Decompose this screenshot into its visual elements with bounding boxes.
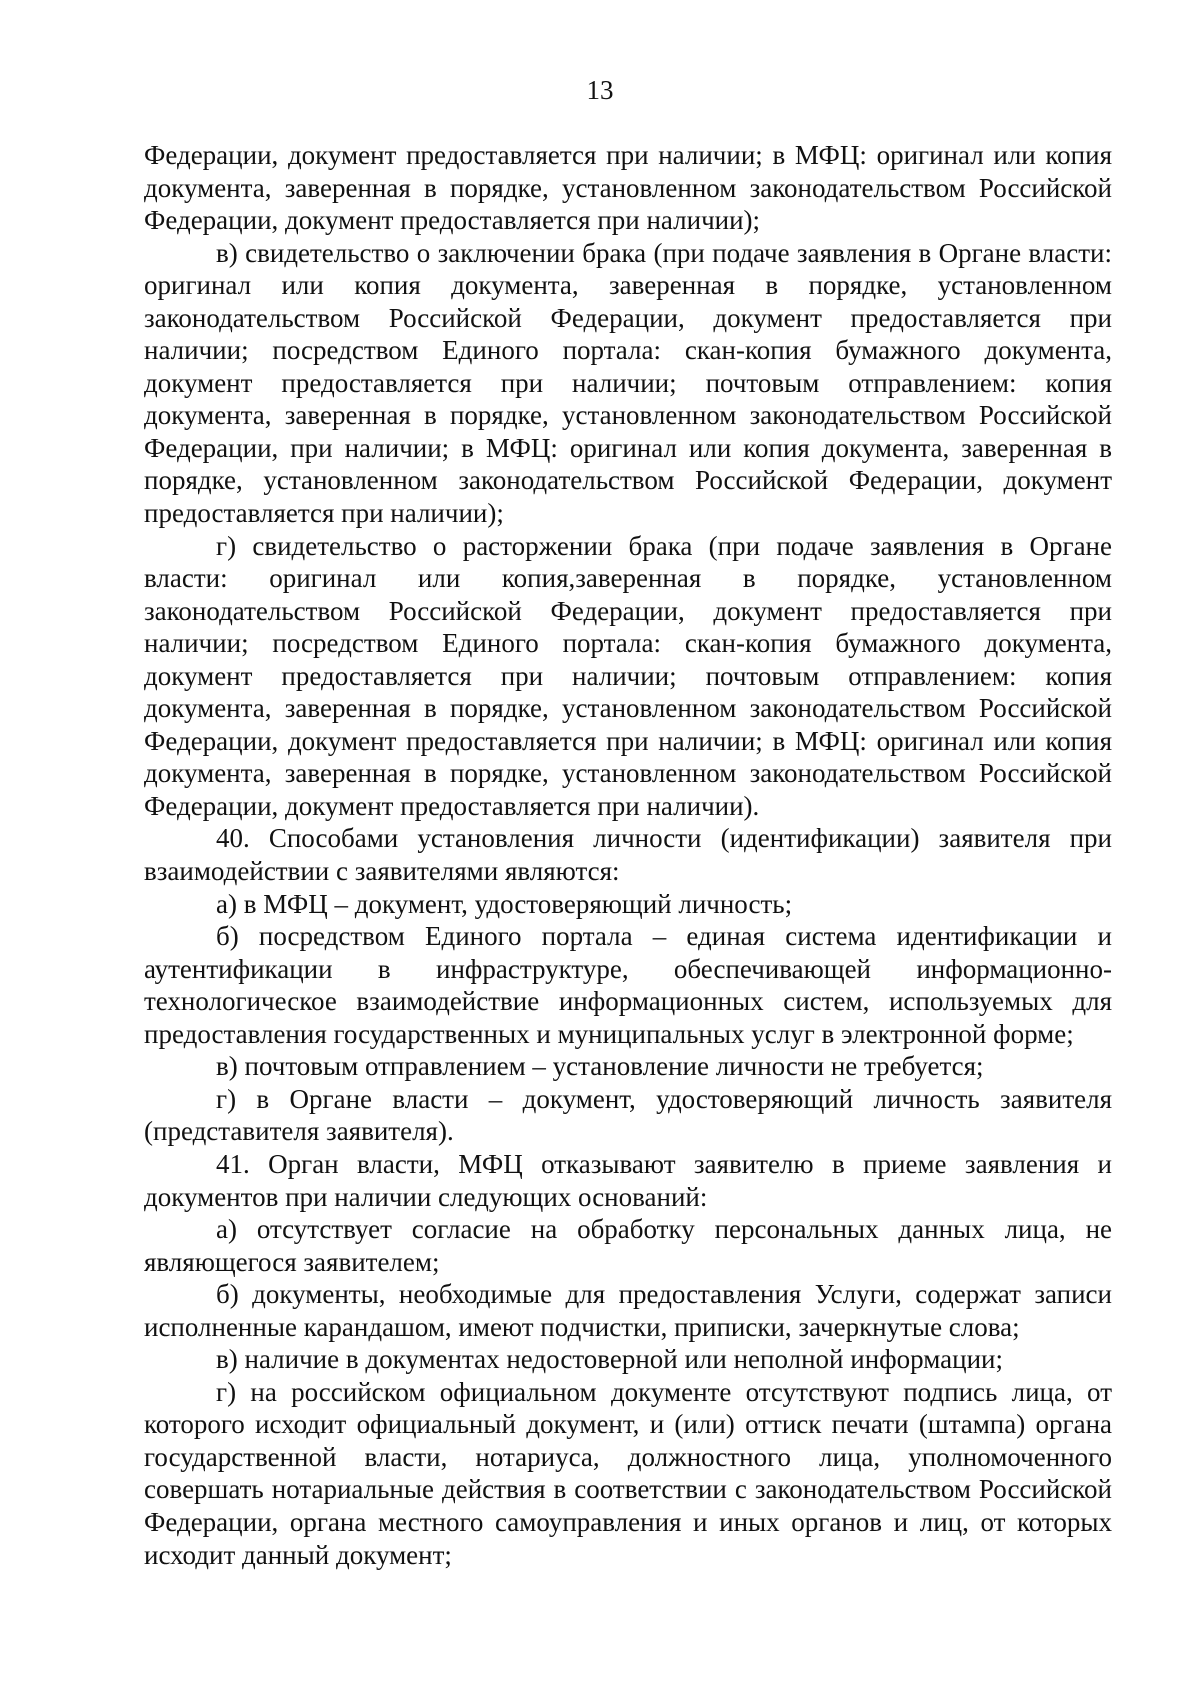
paragraph: г) в Органе власти – документ, удостоверяющий личность заявителя (представителя заявителя). <box>144 1083 1112 1147</box>
paragraph: в) свидетельство о заключении брака (при подаче заявления в Органе власти: оригинал или копия документа, заверенная в порядке, установленном законодательством Российской Федерации, документ предоставляется при наличии; посредством Единого портала: скан-копия бумажного документа, документ предоставляется при наличии; почтовым отправлением: копия документа, заверенная в порядке, установленном законодательством Российской Федерации, при наличии; в МФЦ: оригинал или копия документа, заверенная в порядке, установленном законодательством Российской Федерации, документ предоставляется при наличии); <box>144 237 1112 529</box>
paragraph: г) свидетельство о расторжении брака (при подаче заявления в Органе власти: оригинал или копия,заверенная в порядке, установленном законодательством Российской Федерации, документ предоставляется при наличии; посредством Единого портала: скан-копия бумажного документа, документ предоставляется при наличии; почтовым отправлением: копия документа, заверенная в порядке, установленном законодательством Российской Федерации, документ предоставляется при наличии; в МФЦ: оригинал или копия документа, заверенная в порядке, установленном законодательством Российской Федерации, документ предоставляется при наличии). <box>144 530 1112 821</box>
paragraph: Федерации, документ предоставляется при наличии; в МФЦ: оригинал или копия документа, заверенная в порядке, установленном законодательством Российской Федерации, документ предоставляется при наличии); <box>144 140 1112 236</box>
document-body <box>144 139 1112 1571</box>
page-number: 13 <box>586 75 614 105</box>
paragraph: 41. Орган власти, МФЦ отказывают заявителю в приеме заявления и документов при наличии следующих оснований: <box>144 1148 1112 1212</box>
paragraph: г) на российском официальном документе отсутствуют подпись лица, от которого исходит официальный документ, и (или) оттиск печати (штампа) органа государственной власти, нотариуса, должностного лица, уполномоченного совершать нотариальные действия в соответствии с законодательством Российской Федерации, органа местного самоуправления и иных органов и лиц, от которых исходит данный документ; <box>144 1376 1112 1570</box>
paragraph: а) в МФЦ – документ, удостоверяющий личность; <box>216 888 793 919</box>
paragraph: б) посредством Единого портала – единая система идентификации и аутентификации в инфраструктуре, обеспечивающей информационно-технологическое взаимодействие информационных систем, используемых для предоставления государственных и муниципальных услуг в электронной форме; <box>144 921 1112 1049</box>
paragraph: а) отсутствует согласие на обработку персональных данных лица, не являющегося заявителем; <box>144 1214 1112 1277</box>
paragraph: 40. Способами установления личности (идентификации) заявителя при взаимодействии с заявителями являются: <box>144 823 1112 887</box>
paragraph: б) документы, необходимые для предоставления Услуги, содержат записи исполненные карандашом, имеют подчистки, приписки, зачеркнутые слова; <box>144 1279 1112 1342</box>
paragraph: в) наличие в документах недостоверной или неполной информации; <box>216 1344 1003 1375</box>
paragraph: в) почтовым отправлением – установление личности не требуется; <box>216 1051 984 1082</box>
